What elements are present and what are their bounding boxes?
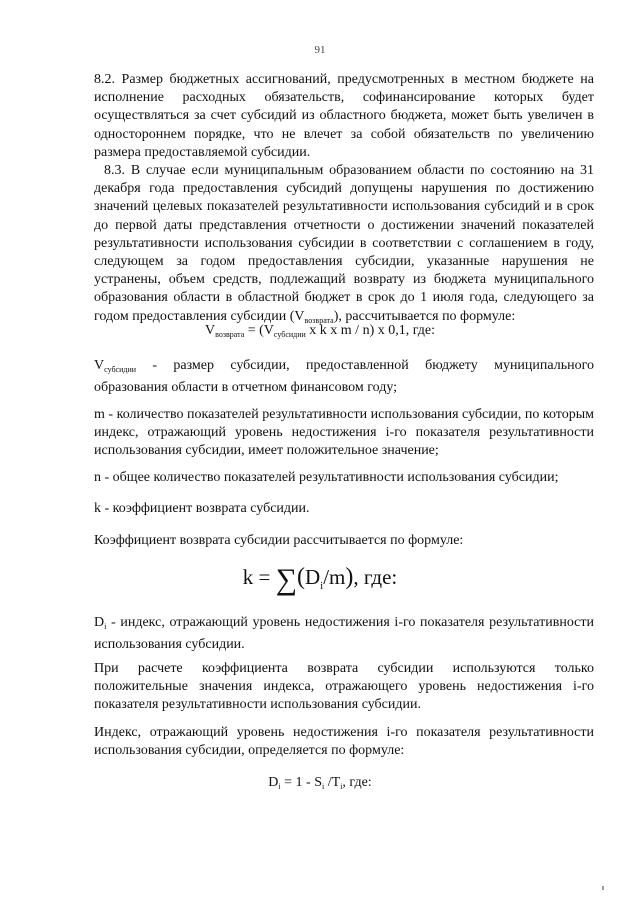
sigma-symbol: ∑ — [275, 563, 297, 596]
def-d-text: - индекс, отражающий уровень недостижения i-го показателя результативности использования субсидии. — [94, 615, 594, 653]
def-d-symbol: D — [94, 615, 105, 630]
paragraph-8-3-text: 8.3. В случае если муниципальным образованием области по состоянию на 31 декабря года предоставления субсидий допущены нарушения по достижению значений целевых показателей результативности использования субсидий и в срок до первой даты представления отчетности о достижении значений показателей результативности использования субсидии в соответствии с соглашением в году, следующем за годом предоставления субсидии, указанные нарушения не устранены, объем средств, подлежащий возврату из бюджета муниципального образования области в областной бюджет в срок до 1 июля года, следующего за годом предоставления субсидии (V — [94, 163, 594, 324]
positive-values-text: При расчете коэффициента возврата субсидии используются только положительные значения индекса, отражающего уровень недостижения i-го показателя результативности использования субсидии. — [94, 661, 594, 713]
k-intro — [94, 532, 594, 550]
k-intro-text: Коэффициент возврата субсидии рассчитывается по формуле: — [94, 533, 464, 548]
def-v-symbol: V — [94, 358, 105, 373]
paragraph-8-2-text: 8.2. Размер бюджетных ассигнований, предусмотренных в местном бюджете на исполнение расходных обязательств, софинансирование которых будет осуществляться за счет субсидий из областного бюджета, может быть увеличен в одностороннем порядке, что не влечет за собой обязательств по увеличению размера предоставляемой субсидии. — [94, 72, 594, 160]
def-v-subscript: субсидии — [104, 365, 136, 374]
formula2-lhs: k = — [242, 565, 276, 589]
formula2-d: D — [304, 565, 321, 589]
formula3-d: D — [268, 775, 279, 790]
definition-d — [94, 614, 594, 654]
formula2-close-paren: ) — [345, 564, 354, 590]
def-v-text: - размер субсидии, предоставленной бюджету муниципального образования области в отчетном финансовом году; — [94, 358, 594, 396]
definition-m — [94, 406, 594, 461]
formula3-tail: , где: — [342, 775, 372, 790]
index-definition-text: Индекс, отражающий уровень недостижения i-го показателя результативности использования субсидии, определяется по формуле: — [94, 725, 594, 759]
def-m-text: m - количество показателей результативности использования субсидии, по которым индекс, отражающий уровень недостижения i-го показателя результативности использования субсидии, имеет положительное значение; — [94, 407, 594, 459]
formula2-tail: , где: — [353, 565, 398, 589]
def-n-text: n - общее количество показателей результативности использования субсидии; — [94, 470, 559, 485]
formula2-open-paren: ( — [296, 564, 305, 590]
formula1-v: V — [204, 323, 216, 338]
def-k-text: k - коэффициент возврата субсидии. — [94, 501, 310, 516]
formula-k — [0, 563, 640, 597]
definition-n — [94, 469, 594, 487]
formula-index — [0, 775, 640, 791]
v-return-subscript: возврата — [304, 315, 334, 325]
paragraph-index-definition — [94, 724, 594, 760]
formula3-mid: = 1 - S — [280, 775, 322, 790]
formula2-sub: i — [320, 580, 324, 593]
formula-return-volume — [0, 323, 640, 339]
formula1-mid: = (V — [244, 323, 274, 338]
def-d-subscript: i — [104, 622, 107, 631]
formula3-sub-t: i — [340, 782, 343, 791]
formula3-sub-d: i — [278, 782, 281, 791]
definition-v-subsidy — [94, 357, 594, 397]
formula1-sub-return: возврата — [215, 330, 245, 339]
formula1-sub-subsidy: субсидии — [273, 330, 306, 339]
paragraph-8-3-tail: ), рассчитывается по формуле: — [333, 308, 516, 324]
formula1-rest: x k x m / n) x 0,1, где: — [305, 323, 436, 338]
paragraph-positive-values — [94, 660, 594, 715]
formula3-sub-s: i — [322, 782, 325, 791]
scan-edge-mark — [602, 886, 604, 890]
page-number: 91 — [314, 44, 326, 56]
paragraph-8-3 — [94, 162, 594, 330]
paragraph-8-2 — [94, 71, 594, 162]
definition-k — [94, 500, 594, 518]
formula3-slash: /T — [324, 775, 341, 790]
formula2-div: /m — [323, 565, 346, 589]
